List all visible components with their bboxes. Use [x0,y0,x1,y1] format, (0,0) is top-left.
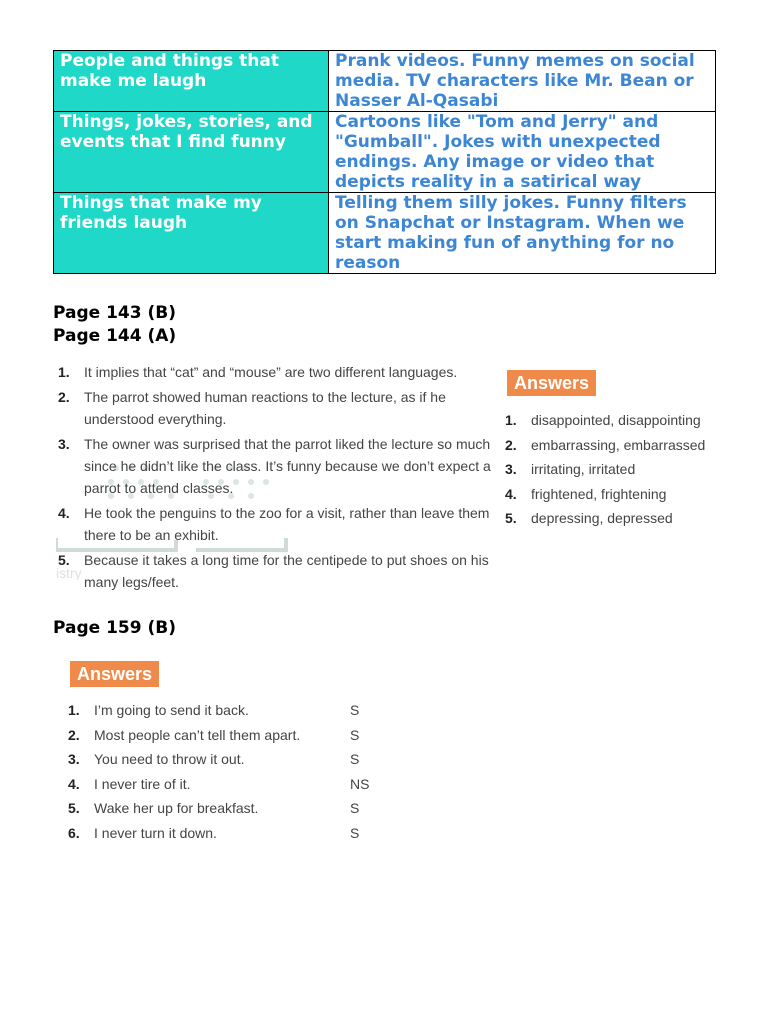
list-item [58,549,498,593]
list-item [505,457,745,482]
item-number: 2. [505,436,517,453]
item-mark: S [350,726,360,743]
item-number: 4. [505,485,517,502]
item-text: frightened, frightening [531,485,667,502]
page-159-answers [68,698,388,846]
list-item [58,502,498,546]
item-text: embarrassing, embarrassed [531,436,706,453]
list-item [58,361,498,383]
table-cell-prompt: Things, jokes, stories, and events that I find funny [54,112,329,193]
item-number: 3. [505,461,517,477]
table-row [54,193,716,274]
item-text: irritating, irritated [531,461,636,477]
watermark-text: istry [56,565,82,580]
list-item [68,723,388,748]
table-cell-answer: Prank videos. Funny memes on social media. TV characters like Mr. Bean or Nasser Al-Qasabi [329,51,716,112]
item-mark: NS [350,775,370,792]
item-text: disappointed, disappointing [531,412,701,428]
item-number: 2. [58,389,70,405]
list-item [68,698,388,723]
item-mark: S [350,800,360,817]
item-text: Most people can’t tell them apart. [94,726,301,743]
page-144-heading: Page 144 (A) [53,326,177,346]
page-144-list [58,361,498,593]
activity-table [53,50,716,274]
list-item [58,433,498,499]
list-item [58,386,498,430]
list-item [505,482,745,507]
item-number: 2. [68,726,80,743]
item-number: 3. [68,751,80,768]
item-number: 6. [68,824,80,841]
item-text: It implies that “cat” and “mouse” are two different languages. [84,364,458,380]
page-144-answers [505,408,745,531]
page-159-heading: Page 159 (B) [53,618,176,638]
item-text: I never tire of it. [94,775,191,792]
item-number: 3. [58,436,70,452]
item-mark: S [350,751,360,768]
item-text: I never turn it down. [94,824,217,841]
item-number: 4. [58,505,70,521]
item-number: 1. [505,412,517,428]
item-number: 5. [68,800,80,817]
item-number: 1. [68,702,80,718]
answers-badge: Answers [507,370,596,396]
list-item [68,747,388,772]
item-number: 1. [58,364,70,380]
item-text: You need to throw it out. [94,751,245,768]
list-item [505,433,745,458]
item-mark: S [350,702,360,718]
item-number: 5. [505,510,517,526]
list-item [68,772,388,797]
item-text: I’m going to send it back. [94,702,249,718]
table-cell-answer: Cartoons like "Tom and Jerry" and "Gumball". Jokes with unexpected endings. Any image or video that depicts reality in a satirical way [329,112,716,193]
table-cell-prompt: People and things that make me laugh [54,51,329,112]
table-row [54,112,716,193]
item-text: Because it takes a long time for the centipede to put shoes on his many legs/feet. [84,552,489,590]
item-text: The owner was surprised that the parrot liked the lecture so much since he didn’t like the class. It’s funny because we don’t expect a parrot to attend classes. [84,436,491,496]
item-text: Wake her up for breakfast. [94,800,259,817]
answers-badge: Answers [70,661,159,687]
item-number: 4. [68,775,80,792]
table-row [54,51,716,112]
table-cell-prompt: Things that make my friends laugh [54,193,329,274]
list-item [68,821,388,846]
list-item [68,796,388,821]
item-text: He took the penguins to the zoo for a visit, rather than leave them there to be an exhibit. [84,505,490,543]
item-number: 5. [58,552,70,568]
page-143-heading: Page 143 (B) [53,303,176,323]
list-item [505,408,745,433]
table-cell-answer: Telling them silly jokes. Funny filters on Snapchat or Instagram. When we start making fun of anything for no reason [329,193,716,274]
item-mark: S [350,824,360,841]
item-text: The parrot showed human reactions to the lecture, as if he understood everything. [84,389,446,427]
item-text: depressing, depressed [531,510,673,526]
list-item [505,506,745,531]
